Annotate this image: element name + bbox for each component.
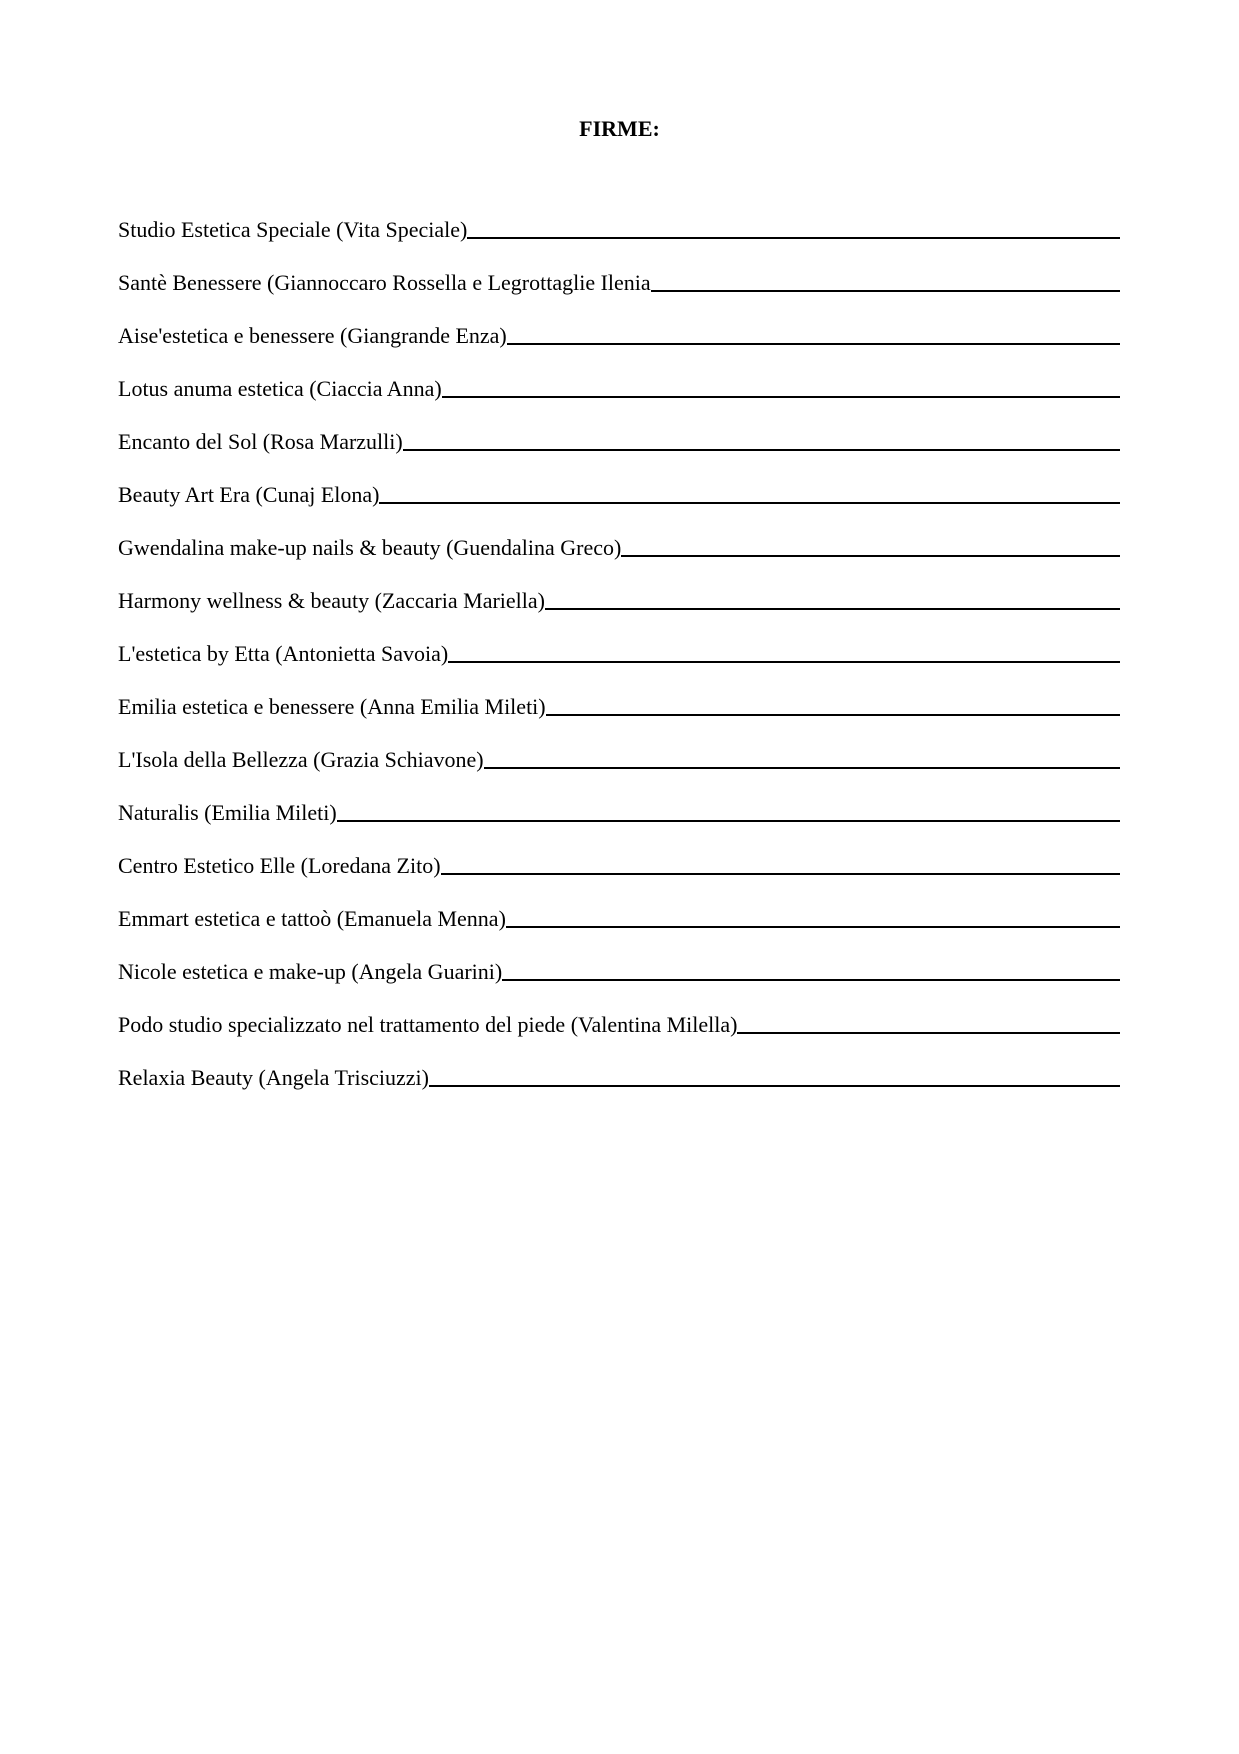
signature-row [118,455,1120,508]
signature-line [467,237,1120,239]
signature-line [448,661,1120,663]
signature-row [118,667,1120,720]
signature-row [118,190,1120,243]
signature-row [118,561,1120,614]
signature-line [506,926,1120,928]
signature-line [507,343,1120,345]
signature-line [337,820,1120,822]
signature-line [545,608,1120,610]
signature-line [429,1085,1120,1087]
signatory-label: Centro Estetico Elle (Loredana Zito) [118,853,441,878]
signature-list [118,190,1120,1091]
signature-line [379,502,1120,504]
signature-row [118,349,1120,402]
signature-row [118,879,1120,932]
signatory-label: Emilia estetica e benessere (Anna Emilia Mileti) [118,694,546,719]
signatory-label: Beauty Art Era (Cunaj Elona) [118,482,380,507]
signatory-label: Harmony wellness & beauty (Zaccaria Mariella) [118,588,545,613]
signature-row [118,985,1120,1038]
signature-row [118,614,1120,667]
signature-line [484,767,1120,769]
signatory-label: Lotus anuma estetica (Ciaccia Anna) [118,376,442,401]
signatory-label: Naturalis (Emilia Mileti) [118,800,337,825]
signatory-label: Gwendalina make-up nails & beauty (Guendalina Greco) [118,535,622,560]
signatory-label: L'Isola della Bellezza (Grazia Schiavone) [118,747,484,772]
signature-row [118,773,1120,826]
signatory-label: Aise'estetica e benessere (Giangrande Enza) [118,323,507,348]
signature-line [546,714,1120,716]
signature-row [118,508,1120,561]
signatory-label: Relaxia Beauty (Angela Trisciuzzi) [118,1065,429,1090]
signature-line [651,290,1120,292]
document-title: FIRME: [579,116,660,141]
signature-line [442,396,1120,398]
signature-row [118,720,1120,773]
signatory-label: Nicole estetica e make-up (Angela Guarini) [118,959,503,984]
signature-row [118,296,1120,349]
signature-row [118,1038,1120,1091]
signatory-label: Podo studio specializzato nel trattamento del piede (Valentina Milella) [118,1012,738,1037]
signatory-label: Emmart estetica e tattoò (Emanuela Menna) [118,906,506,931]
signature-line [441,873,1120,875]
signature-line [502,979,1120,981]
signature-line [403,449,1120,451]
signature-row [118,932,1120,985]
signature-row [118,826,1120,879]
signature-line [737,1032,1120,1034]
signatory-label: Santè Benessere (Giannoccaro Rossella e Legrottaglie Ilenia [118,270,651,295]
signature-row [118,243,1120,296]
signature-line [621,555,1120,557]
signatory-label: L'estetica by Etta (Antonietta Savoia) [118,641,449,666]
signatory-label: Studio Estetica Speciale (Vita Speciale) [118,217,468,242]
signatory-label: Encanto del Sol (Rosa Marzulli) [118,429,403,454]
signature-row [118,402,1120,455]
